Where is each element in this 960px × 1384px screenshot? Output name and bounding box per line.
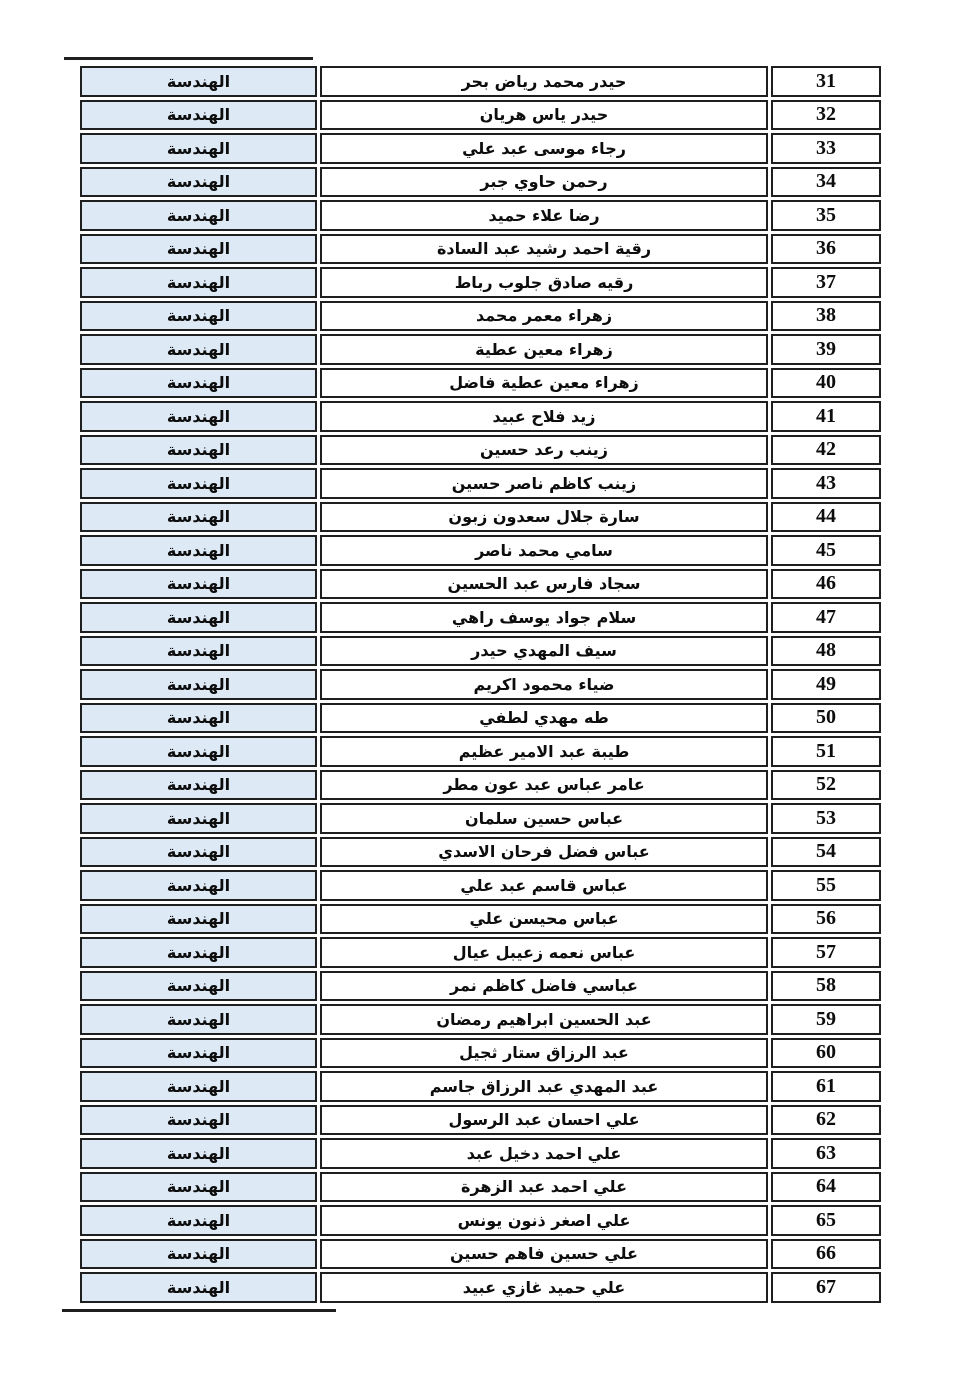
student-name-cell: علي حسين فاهم حسين	[320, 1239, 768, 1270]
student-name-cell: زينب رعد حسين	[320, 435, 768, 466]
cropped-previous-row-border	[64, 57, 313, 60]
table-row	[80, 334, 881, 365]
serial-number-cell: 51	[771, 736, 881, 767]
table-row	[80, 267, 881, 298]
department-cell: الهندسة	[80, 569, 317, 600]
department-cell: الهندسة	[80, 971, 317, 1002]
department-cell: الهندسة	[80, 234, 317, 265]
department-cell: الهندسة	[80, 636, 317, 667]
table-row	[80, 435, 881, 466]
department-cell: الهندسة	[80, 334, 317, 365]
serial-number-cell: 45	[771, 535, 881, 566]
student-name-cell: عباس نعمه زعيبل عيال	[320, 937, 768, 968]
student-name-cell: سيف المهدي حيدر	[320, 636, 768, 667]
serial-number-cell: 34	[771, 167, 881, 198]
student-name-cell: زهراء معين عطية	[320, 334, 768, 365]
serial-number-cell: 33	[771, 133, 881, 164]
table-row	[80, 870, 881, 901]
department-cell: الهندسة	[80, 1004, 317, 1035]
serial-number-cell: 65	[771, 1205, 881, 1236]
student-name-cell: عبد الحسين ابراهيم رمضان	[320, 1004, 768, 1035]
department-cell: الهندسة	[80, 803, 317, 834]
student-name-cell: عبد الرزاق ستار ثجيل	[320, 1038, 768, 1069]
table-row	[80, 770, 881, 801]
table-row	[80, 535, 881, 566]
department-cell: الهندسة	[80, 267, 317, 298]
department-cell: الهندسة	[80, 468, 317, 499]
department-cell: الهندسة	[80, 435, 317, 466]
table-row	[80, 669, 881, 700]
department-cell: الهندسة	[80, 837, 317, 868]
student-name-cell: علي اصغر ذنون يونس	[320, 1205, 768, 1236]
student-name-cell: علي حميد غازي عبيد	[320, 1272, 768, 1303]
department-cell: الهندسة	[80, 100, 317, 131]
serial-number-cell: 50	[771, 703, 881, 734]
student-name-cell: عباس قاسم عبد علي	[320, 870, 768, 901]
table-row	[80, 1004, 881, 1035]
department-cell: الهندسة	[80, 301, 317, 332]
serial-number-cell: 66	[771, 1239, 881, 1270]
department-cell: الهندسة	[80, 1205, 317, 1236]
department-cell: الهندسة	[80, 1105, 317, 1136]
table-row	[80, 803, 881, 834]
table-row	[80, 468, 881, 499]
table-row	[80, 1239, 881, 1270]
department-cell: الهندسة	[80, 133, 317, 164]
student-name-cell: عباس محيسن علي	[320, 904, 768, 935]
student-name-cell: رضا علاء حميد	[320, 200, 768, 231]
department-cell: الهندسة	[80, 1038, 317, 1069]
table-row	[80, 602, 881, 633]
serial-number-cell: 54	[771, 837, 881, 868]
department-cell: الهندسة	[80, 870, 317, 901]
table-row	[80, 1071, 881, 1102]
department-cell: الهندسة	[80, 66, 317, 97]
department-cell: الهندسة	[80, 1272, 317, 1303]
student-name-cell: طيبة عبد الامير عظيم	[320, 736, 768, 767]
student-name-cell: عباس فضل فرحان الاسدي	[320, 837, 768, 868]
department-cell: الهندسة	[80, 535, 317, 566]
student-name-cell: عامر عباس عبد عون مطر	[320, 770, 768, 801]
table-row	[80, 1272, 881, 1303]
serial-number-cell: 42	[771, 435, 881, 466]
table-row	[80, 234, 881, 265]
student-name-cell: سلام جواد يوسف راهي	[320, 602, 768, 633]
department-cell: الهندسة	[80, 736, 317, 767]
serial-number-cell: 53	[771, 803, 881, 834]
student-name-cell: زينب كاظم ناصر حسين	[320, 468, 768, 499]
student-name-cell: علي احمد دخيل عبد	[320, 1138, 768, 1169]
student-name-cell: رحمن حاوي جبر	[320, 167, 768, 198]
serial-number-cell: 64	[771, 1172, 881, 1203]
table-row	[80, 1138, 881, 1169]
table-row	[80, 1038, 881, 1069]
table-row	[80, 1105, 881, 1136]
table-row	[80, 736, 881, 767]
table-row	[80, 301, 881, 332]
table-row	[80, 1205, 881, 1236]
serial-number-cell: 56	[771, 904, 881, 935]
serial-number-cell: 40	[771, 368, 881, 399]
serial-number-cell: 46	[771, 569, 881, 600]
table-row	[80, 66, 881, 97]
table-row	[80, 133, 881, 164]
department-cell: الهندسة	[80, 200, 317, 231]
serial-number-cell: 32	[771, 100, 881, 131]
table-row	[80, 703, 881, 734]
department-cell: الهندسة	[80, 167, 317, 198]
serial-number-cell: 37	[771, 267, 881, 298]
table-row	[80, 368, 881, 399]
student-name-cell: حيدر ياس هريان	[320, 100, 768, 131]
serial-number-cell: 38	[771, 301, 881, 332]
student-name-cell: زهراء معين عطية فاضل	[320, 368, 768, 399]
student-name-cell: علي احسان عبد الرسول	[320, 1105, 768, 1136]
department-cell: الهندسة	[80, 401, 317, 432]
serial-number-cell: 63	[771, 1138, 881, 1169]
student-name-cell: عبد المهدي عبد الرزاق جاسم	[320, 1071, 768, 1102]
serial-number-cell: 39	[771, 334, 881, 365]
department-cell: الهندسة	[80, 937, 317, 968]
table-row	[80, 569, 881, 600]
serial-number-cell: 48	[771, 636, 881, 667]
table-row	[80, 200, 881, 231]
serial-number-cell: 31	[771, 66, 881, 97]
table-row	[80, 636, 881, 667]
serial-number-cell: 44	[771, 502, 881, 533]
serial-number-cell: 58	[771, 971, 881, 1002]
table-row	[80, 904, 881, 935]
department-cell: الهندسة	[80, 502, 317, 533]
department-cell: الهندسة	[80, 1239, 317, 1270]
student-name-cell: طه مهدي لطفي	[320, 703, 768, 734]
student-name-cell: علي احمد عبد الزهرة	[320, 1172, 768, 1203]
student-roster-table	[80, 66, 881, 1306]
cropped-next-row-border	[62, 1309, 336, 1312]
serial-number-cell: 43	[771, 468, 881, 499]
table-row	[80, 100, 881, 131]
table-row	[80, 401, 881, 432]
serial-number-cell: 55	[771, 870, 881, 901]
table-row	[80, 937, 881, 968]
serial-number-cell: 57	[771, 937, 881, 968]
serial-number-cell: 60	[771, 1038, 881, 1069]
department-cell: الهندسة	[80, 703, 317, 734]
student-name-cell: عباسي فاضل كاظم نمر	[320, 971, 768, 1002]
serial-number-cell: 35	[771, 200, 881, 231]
table-row	[80, 971, 881, 1002]
serial-number-cell: 67	[771, 1272, 881, 1303]
student-name-cell: زهراء معمر محمد	[320, 301, 768, 332]
department-cell: الهندسة	[80, 1172, 317, 1203]
serial-number-cell: 62	[771, 1105, 881, 1136]
department-cell: الهندسة	[80, 770, 317, 801]
serial-number-cell: 61	[771, 1071, 881, 1102]
student-name-cell: رقيه صادق جلوب رباط	[320, 267, 768, 298]
student-name-cell: زيد فلاح عبيد	[320, 401, 768, 432]
department-cell: الهندسة	[80, 368, 317, 399]
student-name-cell: حيدر محمد رياض بحر	[320, 66, 768, 97]
department-cell: الهندسة	[80, 1138, 317, 1169]
department-cell: الهندسة	[80, 669, 317, 700]
student-name-cell: سجاد فارس عبد الحسين	[320, 569, 768, 600]
table-row	[80, 167, 881, 198]
serial-number-cell: 59	[771, 1004, 881, 1035]
student-name-cell: سامي محمد ناصر	[320, 535, 768, 566]
student-name-cell: ضياء محمود اكريم	[320, 669, 768, 700]
table-row	[80, 837, 881, 868]
table-row	[80, 502, 881, 533]
department-cell: الهندسة	[80, 904, 317, 935]
table-row	[80, 1172, 881, 1203]
serial-number-cell: 49	[771, 669, 881, 700]
student-name-cell: عباس حسين سلمان	[320, 803, 768, 834]
department-cell: الهندسة	[80, 1071, 317, 1102]
student-name-cell: رجاء موسى عبد علي	[320, 133, 768, 164]
serial-number-cell: 52	[771, 770, 881, 801]
serial-number-cell: 47	[771, 602, 881, 633]
department-cell: الهندسة	[80, 602, 317, 633]
student-name-cell: رقية احمد رشيد عبد السادة	[320, 234, 768, 265]
student-name-cell: سارة جلال سعدون زبون	[320, 502, 768, 533]
serial-number-cell: 41	[771, 401, 881, 432]
serial-number-cell: 36	[771, 234, 881, 265]
